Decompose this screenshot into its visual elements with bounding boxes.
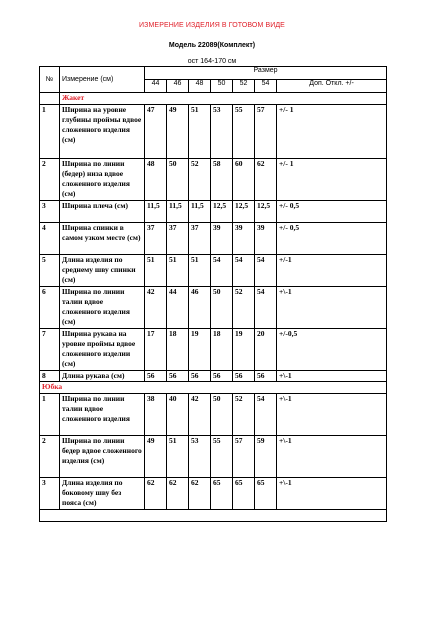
size-value: 39 — [255, 223, 277, 255]
size-value: 56 — [255, 371, 277, 382]
table-row — [40, 255, 387, 287]
size-value: 39 — [233, 223, 255, 255]
measurement-name: Ширина на уровне глубины проймы вдвое сложенного изделия (см) — [60, 105, 145, 159]
size-value: 59 — [255, 436, 277, 478]
size-value: 51 — [145, 255, 167, 287]
table-row — [40, 287, 387, 329]
size-value: 55 — [233, 105, 255, 159]
size-value: 56 — [233, 371, 255, 382]
table-row — [40, 329, 387, 371]
row-number: 2 — [40, 436, 60, 478]
size-value: 52 — [233, 394, 255, 436]
size-value: 12,5 — [233, 201, 255, 223]
size-header: 54 — [255, 80, 277, 93]
size-value: 65 — [255, 478, 277, 510]
tolerance-value: +\-1 — [277, 394, 387, 436]
measurement-name: Ширина по линии (бедер) низа вдвое сложенного изделия (см) — [60, 159, 145, 201]
size-value: 11,5 — [189, 201, 211, 223]
tolerance-value: +/-1 — [277, 255, 387, 287]
size-value: 17 — [145, 329, 167, 371]
document-title: ИЗМЕРЕНИЕ ИЗДЕЛИЯ В ГОТОВОМ ВИДЕ — [139, 22, 285, 29]
size-value: 38 — [145, 394, 167, 436]
section-row — [40, 93, 387, 105]
column-header-number: № — [40, 67, 60, 93]
measurement-name: Ширина по линии бедер вдвое сложенного изделия (см) — [60, 436, 145, 478]
size-value: 50 — [167, 159, 189, 201]
size-header: 50 — [211, 80, 233, 93]
measurement-table — [39, 66, 387, 522]
size-value: 20 — [255, 329, 277, 371]
section-row — [40, 382, 387, 394]
size-value: 54 — [255, 287, 277, 329]
column-header-size: Размер — [145, 67, 387, 80]
size-value: 51 — [189, 105, 211, 159]
table-row — [40, 436, 387, 478]
measurement-name: Длина изделия по боковому шву без пояса (см) — [60, 478, 145, 510]
column-header-measurement: Измерение (см) — [60, 67, 145, 93]
size-value: 56 — [211, 371, 233, 382]
size-value: 62 — [145, 478, 167, 510]
tolerance-value: +/- 1 — [277, 105, 387, 159]
size-value: 11,5 — [145, 201, 167, 223]
row-number: 1 — [40, 105, 60, 159]
table-row — [40, 201, 387, 223]
size-value: 37 — [189, 223, 211, 255]
row-number: 8 — [40, 371, 60, 382]
size-value: 12,5 — [211, 201, 233, 223]
row-number: 1 — [40, 394, 60, 436]
height-range: ост 164-170 см — [187, 58, 237, 65]
measurement-name: Ширина плеча (см) — [60, 201, 145, 223]
measurement-name: Ширина спинки в самом узком месте (см) — [60, 223, 145, 255]
size-value: 62 — [167, 478, 189, 510]
table-row — [40, 478, 387, 510]
measurement-name: Длина рукава (см) — [60, 371, 145, 382]
row-number: 5 — [40, 255, 60, 287]
tolerance-value: +\-1 — [277, 371, 387, 382]
size-value: 54 — [211, 255, 233, 287]
tolerance-value: +/- 1 — [277, 159, 387, 201]
size-value: 53 — [189, 436, 211, 478]
size-value: 65 — [211, 478, 233, 510]
tolerance-value: +\-1 — [277, 287, 387, 329]
size-value: 48 — [145, 159, 167, 201]
measurement-name: Ширина по линии талии вдвое сложенного изделия — [60, 394, 145, 436]
row-number: 3 — [40, 201, 60, 223]
tolerance-value: +/- 0,5 — [277, 201, 387, 223]
table-row — [40, 394, 387, 436]
size-value: 54 — [255, 394, 277, 436]
measurement-name: Длина изделия по среднему шву спинки (см) — [60, 255, 145, 287]
size-value: 40 — [167, 394, 189, 436]
size-header: 46 — [167, 80, 189, 93]
size-value: 55 — [211, 436, 233, 478]
section-spacer — [40, 93, 60, 105]
measurement-name: Ширина рукава на уровне проймы вдвое сложенного изделии (см) — [60, 329, 145, 371]
row-number: 3 — [40, 478, 60, 510]
size-value: 18 — [167, 329, 189, 371]
size-value: 56 — [189, 371, 211, 382]
empty-cell — [40, 510, 387, 522]
table-row — [40, 371, 387, 382]
tolerance-value: +\-1 — [277, 478, 387, 510]
table-row — [40, 159, 387, 201]
section-title: Жакет — [60, 93, 387, 105]
size-value: 18 — [211, 329, 233, 371]
size-value: 42 — [189, 394, 211, 436]
size-header: 52 — [233, 80, 255, 93]
size-value: 54 — [255, 255, 277, 287]
size-value: 46 — [189, 287, 211, 329]
table-row — [40, 223, 387, 255]
size-value: 53 — [211, 105, 233, 159]
row-number: 2 — [40, 159, 60, 201]
size-value: 51 — [167, 255, 189, 287]
row-number: 7 — [40, 329, 60, 371]
size-value: 11,5 — [167, 201, 189, 223]
size-value: 52 — [189, 159, 211, 201]
size-value: 65 — [233, 478, 255, 510]
size-value: 50 — [211, 287, 233, 329]
size-value: 50 — [211, 394, 233, 436]
size-value: 49 — [167, 105, 189, 159]
size-value: 62 — [189, 478, 211, 510]
size-value: 52 — [233, 287, 255, 329]
size-value: 56 — [167, 371, 189, 382]
size-value: 57 — [233, 436, 255, 478]
measurement-name: Ширина по линии талии вдвое сложенного изделия (см) — [60, 287, 145, 329]
size-value: 54 — [233, 255, 255, 287]
size-header: 44 — [145, 80, 167, 93]
section-title: Юбка — [40, 382, 387, 394]
model-name: Модель 22089(Комплект) — [168, 42, 256, 49]
size-value: 12,5 — [255, 201, 277, 223]
column-header-tolerance: Доп. Откл. +/- — [277, 80, 387, 93]
size-value: 37 — [167, 223, 189, 255]
size-value: 47 — [145, 105, 167, 159]
size-header: 48 — [189, 80, 211, 93]
tolerance-value: +/-0,5 — [277, 329, 387, 371]
size-value: 58 — [211, 159, 233, 201]
row-number: 6 — [40, 287, 60, 329]
size-value: 42 — [145, 287, 167, 329]
size-value: 37 — [145, 223, 167, 255]
row-number: 4 — [40, 223, 60, 255]
size-value: 39 — [211, 223, 233, 255]
tolerance-value: +\-1 — [277, 436, 387, 478]
tolerance-value: +/- 0,5 — [277, 223, 387, 255]
size-value: 44 — [167, 287, 189, 329]
table-row — [40, 105, 387, 159]
size-value: 57 — [255, 105, 277, 159]
table-footer-row — [40, 510, 387, 522]
size-value: 19 — [233, 329, 255, 371]
size-value: 19 — [189, 329, 211, 371]
size-value: 62 — [255, 159, 277, 201]
size-value: 51 — [167, 436, 189, 478]
size-value: 51 — [189, 255, 211, 287]
size-value: 49 — [145, 436, 167, 478]
size-value: 56 — [145, 371, 167, 382]
size-value: 60 — [233, 159, 255, 201]
